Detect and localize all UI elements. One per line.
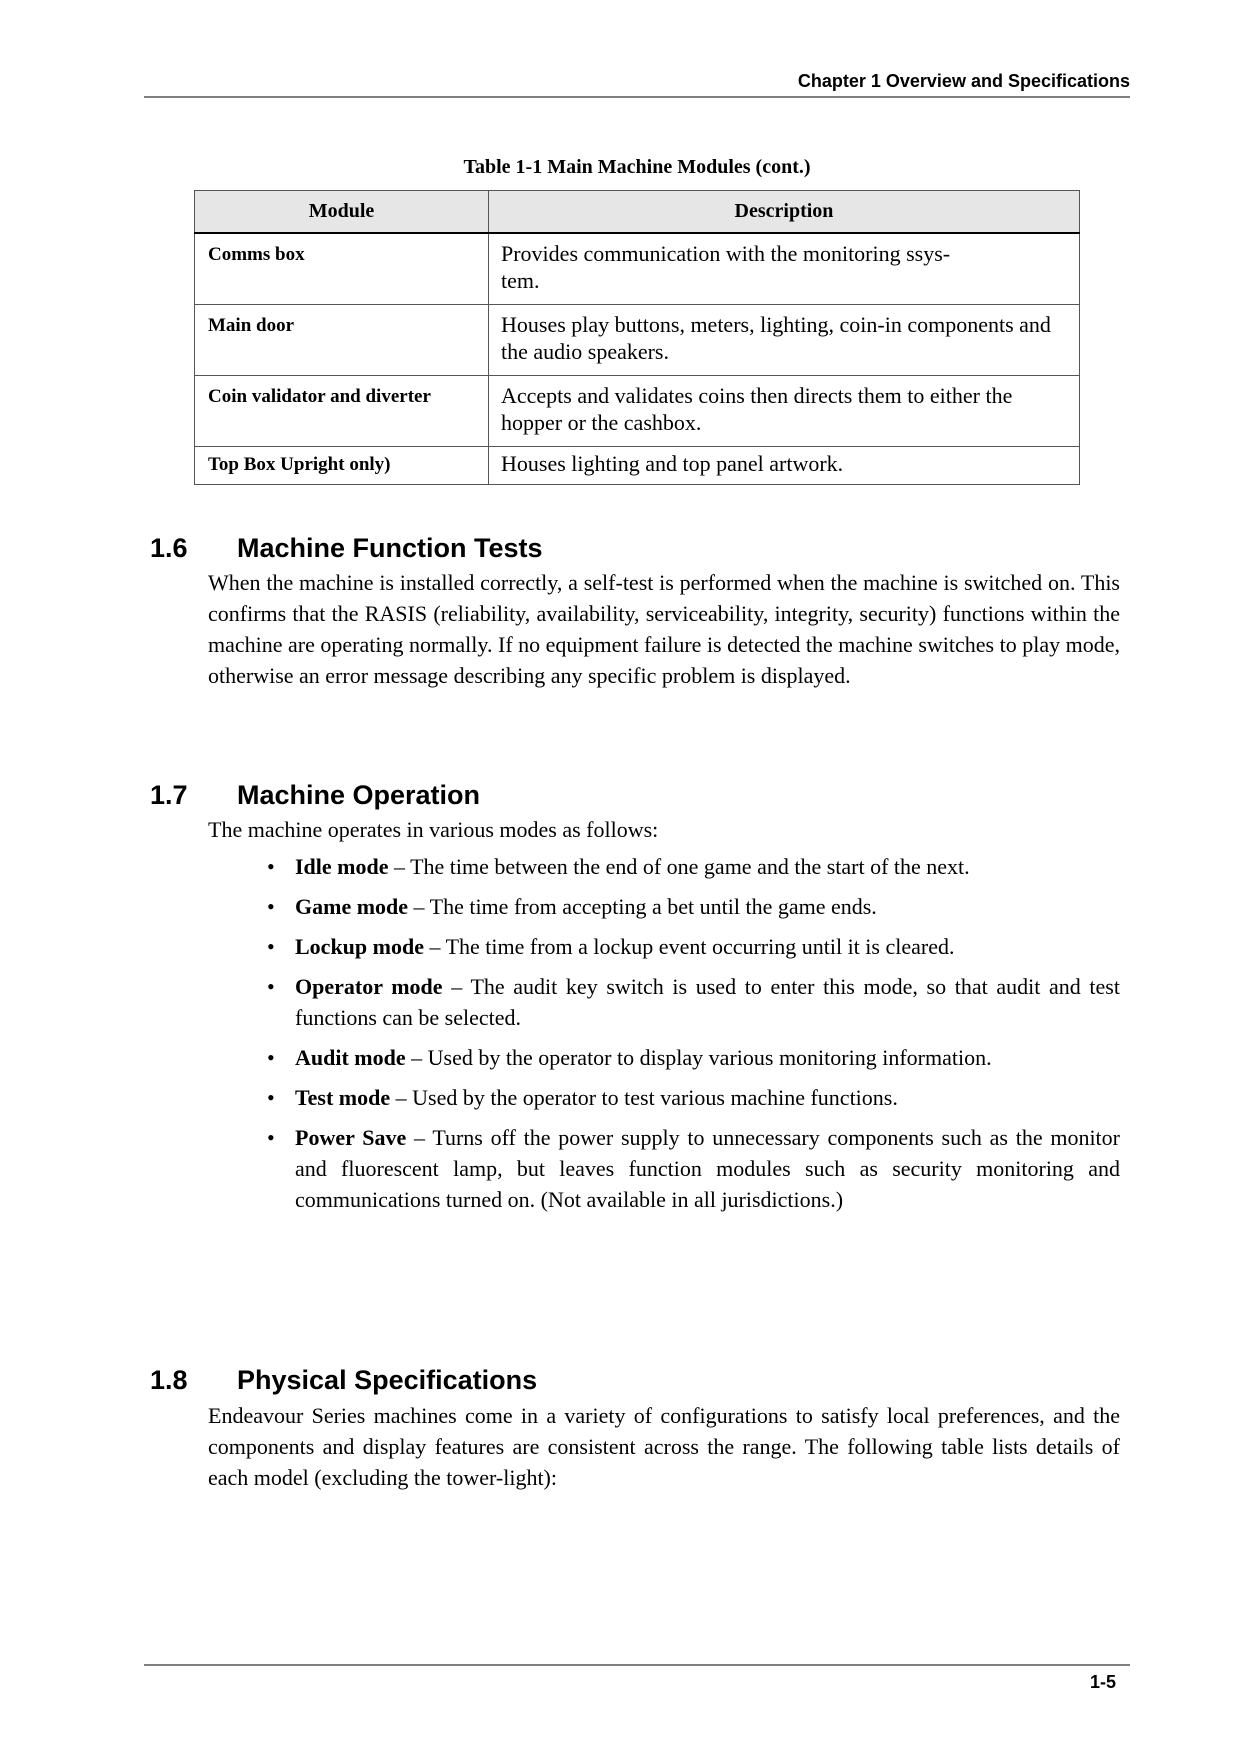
bullet-icon: •	[267, 974, 275, 999]
modules-table	[194, 190, 1080, 485]
section-body: When the machine is installed correctly, a self-test is performed when the machine is switched on. This confirms that the RASIS (reliability, availability, serviceability, integrity, security) functions within the machine are operating normally. If no equipment failure is detected the machine switches to play mode, otherwise an error message describing any specific problem is displayed.	[208, 570, 1120, 688]
table-row	[195, 447, 1080, 485]
section-number: 1.6	[150, 533, 188, 563]
module-cell: Top Box Upright only)	[195, 447, 489, 485]
mode-text: – The audit key switch is used to enter this mode, so that audit and test functions can be selected.	[295, 974, 1120, 1030]
mode-term: Game mode	[295, 894, 409, 919]
page-number: 1-5	[1089, 1672, 1116, 1692]
bullet-icon: •	[267, 1085, 275, 1110]
description-cell: Houses play buttons, meters, lighting, coin-in components and the audio speakers.	[489, 305, 1080, 376]
table-row	[195, 233, 1080, 305]
list-item	[267, 1122, 1120, 1215]
module-cell: Coin validator and diverter	[195, 376, 489, 447]
list-item	[267, 1042, 1120, 1073]
table-row	[195, 376, 1080, 447]
bullet-icon: •	[267, 894, 275, 919]
mode-term: Audit mode	[295, 1045, 406, 1070]
list-item	[267, 1082, 1120, 1113]
header-rule	[144, 96, 1130, 98]
section-title: Machine Operation	[237, 780, 481, 810]
table-header-row	[195, 191, 1080, 234]
bullet-icon: •	[267, 934, 275, 959]
modes-list	[150, 851, 1120, 1215]
section-number: 1.7	[150, 780, 188, 810]
module-cell: Comms box	[195, 233, 489, 305]
column-header-module: Module	[195, 191, 489, 234]
mode-term: Power Save	[295, 1125, 407, 1150]
bullet-icon: •	[267, 1125, 275, 1150]
mode-term: Test mode	[295, 1085, 391, 1110]
running-header: Chapter 1 Overview and Specifications	[797, 71, 1130, 91]
section-heading	[150, 1364, 1120, 1396]
mode-text: – Used by the operator to display various monitoring information.	[405, 1045, 992, 1070]
section-title: Physical Specifications	[237, 1365, 538, 1395]
section-title: Machine Function Tests	[237, 533, 543, 563]
module-cell: Main door	[195, 305, 489, 376]
column-header-description: Description	[489, 191, 1080, 234]
section-heading	[150, 532, 1120, 564]
section-body: Endeavour Series machines come in a variety of configurations to satisfy local preferences, and the components and display features are consistent across the range. The following table lists details of each model (excluding the tower-light):	[208, 1403, 1120, 1490]
section-heading	[150, 779, 1120, 811]
list-item	[267, 931, 1120, 962]
section-1-7	[150, 779, 1120, 1224]
table-caption: Table 1-1 Main Machine Modules (cont.)	[463, 156, 811, 178]
mode-text: – Turns off the power supply to unnecessary components such as the monitor and fluorescent lamp, but leaves function modules such as security monitoring and communications turned on. (Not available in all jurisdictions.)	[295, 1125, 1120, 1212]
section-body: The machine operates in various modes as follows:	[208, 817, 659, 842]
section-number: 1.8	[150, 1365, 188, 1395]
bullet-icon: •	[267, 854, 275, 879]
footer-rule	[144, 1664, 1130, 1666]
list-item	[267, 851, 1120, 882]
mode-term: Lockup mode	[295, 934, 424, 959]
mode-term: Idle mode	[295, 854, 389, 879]
mode-text: – The time from a lockup event occurring until it is cleared.	[423, 934, 955, 959]
section-1-6	[150, 532, 1120, 691]
bullet-icon: •	[267, 1045, 275, 1070]
mode-text: – The time from accepting a bet until the game ends.	[408, 894, 877, 919]
mode-term: Operator mode	[295, 974, 443, 999]
description-cell: Provides communication with the monitoring ssys- tem.	[489, 233, 1080, 305]
mode-text: – The time between the end of one game and the start of the next.	[388, 854, 970, 879]
section-1-8	[150, 1364, 1120, 1493]
table-row	[195, 305, 1080, 376]
list-item	[267, 971, 1120, 1033]
list-item	[267, 891, 1120, 922]
description-cell: Accepts and validates coins then directs them to either the hopper or the cashbox.	[489, 376, 1080, 447]
description-cell: Houses lighting and top panel artwork.	[489, 447, 1080, 485]
mode-text: – Used by the operator to test various machine functions.	[390, 1085, 898, 1110]
